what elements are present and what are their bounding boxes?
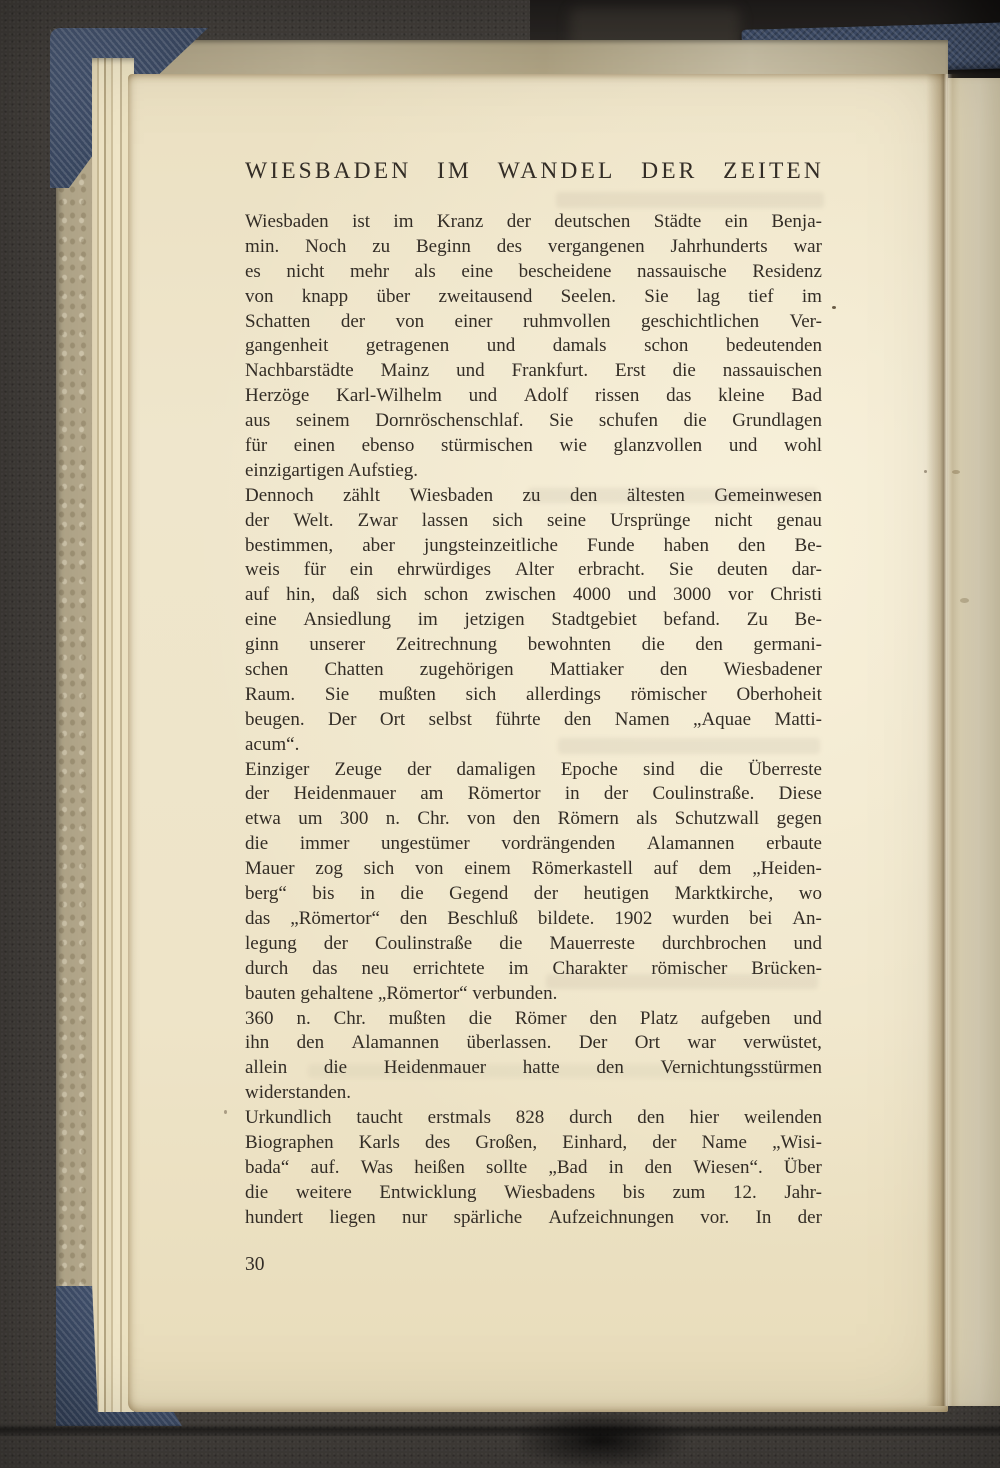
title-word: IM [436,158,472,184]
body-line: der Welt. Zwar lassen sich seine Ursprünge nicht genau [245,509,822,531]
body-line: acum“. [245,733,300,755]
body-line: bauten gehaltene „Römertor“ verbunden. [245,982,558,1004]
body-line: schen Chatten zugehörigen Mattiaker den Wiesbadener [245,659,822,681]
body-line: beugen. Der Ort selbst führte den Namen „Aquae Matti- [245,708,822,730]
body-line: Dennoch zählt Wiesbaden zu den ältesten Gemeinwesen [245,484,822,506]
body-line: ihn den Alamannen überlassen. Der Ort war verwüstet, [245,1032,822,1054]
paper-speck [924,470,927,473]
body-line: Nachbarstädte Mainz und Frankfurt. Erst die nassauischen [245,360,822,382]
body-line: von knapp über zweitausend Seelen. Sie lag tief im [245,285,822,307]
body-line: Einziger Zeuge der damaligen Epoche sind die Überreste [245,758,822,780]
body-line: aus seinem Dornröschenschlaf. Sie schufen die Grundlagen [245,410,822,432]
body-line: Herzöge Karl-Wilhelm und Adolf rissen das kleine Bad [245,385,822,407]
body-line: durch das neu errichtete im Charakter römischer Brücken- [245,957,822,979]
body-line: weis für ein ehrwürdiges Alter erbracht. Sie deuten dar- [245,559,822,581]
body-line: eine Ansiedlung im jetzigen Stadtgebiet befand. Zu Be- [245,609,822,631]
body-line: es nicht mehr als eine bescheidene nassauische Residenz [245,260,822,282]
book-page [128,74,948,1412]
body-line: das „Römertor“ den Beschluß bildete. 1902 wurden bei An- [245,907,822,929]
paper-speck [832,306,836,309]
title-word: ZEITEN [723,158,824,184]
body-line: widerstanden. [245,1082,352,1104]
cover-edge-left [56,40,98,1308]
body-line: etwa um 300 n. Chr. von den Römern als Schutzwall gegen [245,808,822,830]
body-line: hundert liegen nur spärliche Aufzeichnungen vor. In der [245,1206,822,1228]
body-line: Wiesbaden ist im Kranz der deutschen Städte ein Benja- [245,211,822,232]
body-line: der Heidenmauer am Römertor in der Coulinstraße. Diese [245,783,822,805]
table-seam [0,1424,1000,1436]
body-line: Mauer zog sich von einem Römerkastell auf dem „Heiden- [245,858,822,880]
text-block [245,210,822,1231]
page-number: 30 [245,1254,265,1275]
body-line: Biographen Karls des Großen, Einhard, der Name „Wisi- [245,1131,822,1153]
body-line: für einen ebenso stürmischen wie glanzvollen und wohl [245,435,822,457]
title-word: DER [641,158,698,184]
paper-speck [224,1110,227,1114]
cover-shadow [520,1412,720,1468]
title-word: WIESBADEN [245,158,412,184]
body-line: die weitere Entwicklung Wiesbadens bis zum 12. Jahr- [245,1181,822,1203]
paper-nick [960,598,969,603]
body-line: Schatten der von einer ruhmvollen geschichtlichen Ver- [245,310,822,332]
body-line: die immer ungestümer vordrängenden Alamannen erbaute [245,833,822,855]
body-line: bestimmen, aber jungsteinzeitliche Funde haben den Be- [245,534,822,556]
body-line: einzigartigen Aufstieg. [245,459,419,481]
body-line: ginn unserer Zeitrechnung bewohnten die den germani- [245,634,822,656]
body-line: legung der Coulinstraße die Mauerreste durchbrochen und [245,932,822,954]
body-line: Urkundlich taucht erstmals 828 durch den hier weilenden [245,1107,822,1129]
paper-nick [952,470,960,474]
body-line: 360 n. Chr. mußten die Römer den Platz aufgeben und [245,1007,822,1029]
page-title [245,158,824,185]
body-line: gangenheit getragenen und damals schon bedeutenden [245,335,822,357]
body-line: bada“ auf. Was heißen sollte „Bad in den Wiesen“. Über [245,1156,822,1178]
title-word: WANDEL [497,158,616,184]
body-line: berg“ bis in die Gegend der heutigen Marktkirche, wo [245,883,822,905]
body-line: allein die Heidenmauer hatte den Vernichtungsstürmen [245,1057,822,1079]
body-line: Raum. Sie mußten sich allerdings römischer Oberhoheit [245,683,822,705]
bleed-through-smudge [556,192,824,208]
body-line: auf hin, daß sich schon zwischen 4000 und 3000 vor Christi [245,584,822,606]
body-line: min. Noch zu Beginn des vergangenen Jahrhunderts war [245,235,822,257]
